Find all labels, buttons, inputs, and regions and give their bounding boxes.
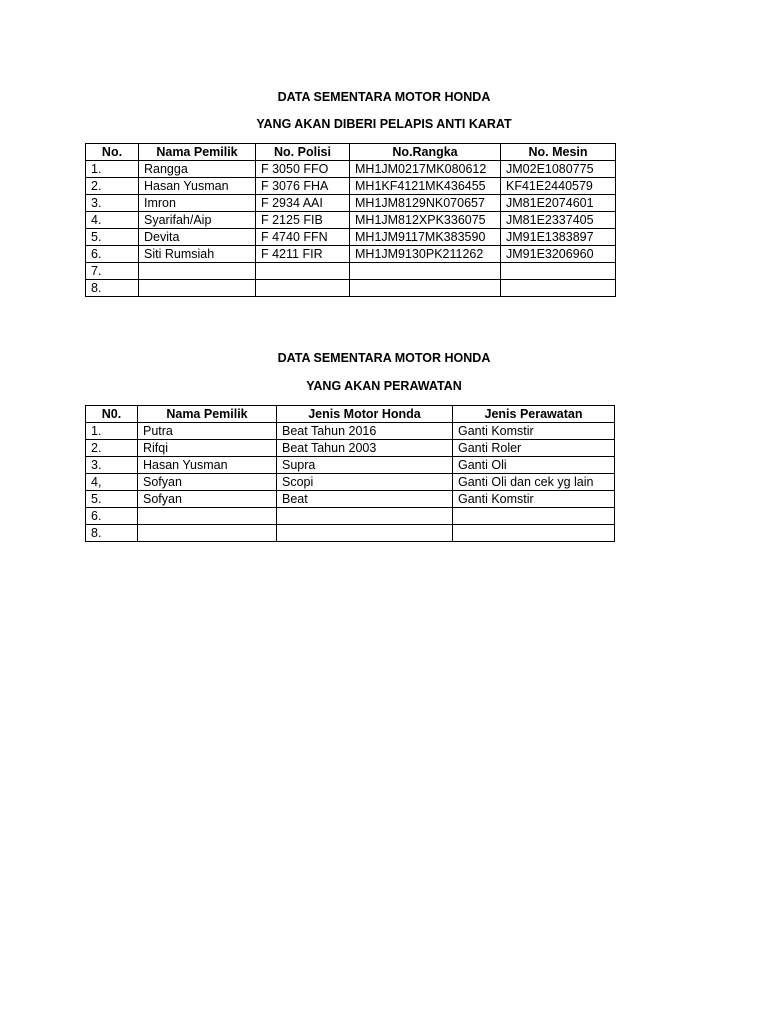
column-header: Nama Pemilik xyxy=(139,144,256,161)
table-header-row xyxy=(86,406,615,423)
table-row xyxy=(86,457,615,474)
table-cell: JM91E3206960 xyxy=(501,246,616,263)
table-cell: Devita xyxy=(139,229,256,246)
table-cell xyxy=(350,280,501,297)
table-cell: 5. xyxy=(86,491,138,508)
table-cell xyxy=(139,280,256,297)
table-cell xyxy=(256,280,350,297)
table-cell: Sofyan xyxy=(138,474,277,491)
table-cell xyxy=(139,263,256,280)
table-cell: 4. xyxy=(86,212,139,229)
table-cell: Sofyan xyxy=(138,491,277,508)
table-row xyxy=(86,474,615,491)
table-cell xyxy=(453,508,615,525)
column-header: No. Polisi xyxy=(256,144,350,161)
table-row xyxy=(86,229,616,246)
table-row xyxy=(86,491,615,508)
table-cell: 2. xyxy=(86,178,139,195)
table-cell: F 4211 FIR xyxy=(256,246,350,263)
table-cell: Ganti Komstir xyxy=(453,423,615,440)
table-cell: 2. xyxy=(86,440,138,457)
table-row xyxy=(86,195,616,212)
column-header: No.Rangka xyxy=(350,144,501,161)
table-cell: Supra xyxy=(277,457,453,474)
column-header: Jenis Perawatan xyxy=(453,406,615,423)
table-cell: Rangga xyxy=(139,161,256,178)
table-cell: MH1JM9117MK383590 xyxy=(350,229,501,246)
table-cell: Siti Rumsiah xyxy=(139,246,256,263)
table-row xyxy=(86,161,616,178)
table-cell: Syarifah/Aip xyxy=(139,212,256,229)
table-cell: F 4740 FFN xyxy=(256,229,350,246)
maintenance-table xyxy=(85,405,615,542)
table-cell: JM81E2074601 xyxy=(501,195,616,212)
table-cell: 6. xyxy=(86,508,138,525)
table-cell xyxy=(138,525,277,542)
table-cell: Scopi xyxy=(277,474,453,491)
table-row xyxy=(86,525,615,542)
column-header: No. Mesin xyxy=(501,144,616,161)
table-cell: MH1KF4121MK436455 xyxy=(350,178,501,195)
table-cell xyxy=(138,508,277,525)
table-cell: MH1JM8129NK070657 xyxy=(350,195,501,212)
table-cell: 7. xyxy=(86,263,139,280)
table-row xyxy=(86,440,615,457)
table-cell: Imron xyxy=(139,195,256,212)
table-cell: 1. xyxy=(86,423,138,440)
table-cell: KF41E2440579 xyxy=(501,178,616,195)
table-cell: Ganti Komstir xyxy=(453,491,615,508)
table-cell: 5. xyxy=(86,229,139,246)
table-cell: Ganti Oli dan cek yg lain xyxy=(453,474,615,491)
table-row xyxy=(86,212,616,229)
table-cell: Putra xyxy=(138,423,277,440)
column-header: Jenis Motor Honda xyxy=(277,406,453,423)
table-cell: MH1JM9130PK211262 xyxy=(350,246,501,263)
section2-subtitle: YANG AKAN PERAWATAN xyxy=(306,379,462,393)
column-header: N0. xyxy=(86,406,138,423)
table-cell xyxy=(453,525,615,542)
table-cell xyxy=(501,263,616,280)
table-cell: Hasan Yusman xyxy=(138,457,277,474)
table-cell: Beat xyxy=(277,491,453,508)
table-cell: 6. xyxy=(86,246,139,263)
table-cell: JM81E2337405 xyxy=(501,212,616,229)
table-cell: 8. xyxy=(86,525,138,542)
table-cell: JM02E1080775 xyxy=(501,161,616,178)
table-cell: F 3050 FFO xyxy=(256,161,350,178)
table-cell xyxy=(350,263,501,280)
table-cell xyxy=(277,525,453,542)
table-cell: Ganti Roler xyxy=(453,440,615,457)
table-cell: Beat Tahun 2016 xyxy=(277,423,453,440)
table-cell: 1. xyxy=(86,161,139,178)
table-cell: Ganti Oli xyxy=(453,457,615,474)
table-cell: 3. xyxy=(86,457,138,474)
section1-subtitle: YANG AKAN DIBERI PELAPIS ANTI KARAT xyxy=(256,117,512,131)
column-header: Nama Pemilik xyxy=(138,406,277,423)
section2-title: DATA SEMENTARA MOTOR HONDA xyxy=(277,351,491,365)
table-row xyxy=(86,246,616,263)
table-cell: 4, xyxy=(86,474,138,491)
table-cell: F 2934 AAI xyxy=(256,195,350,212)
table-cell: Hasan Yusman xyxy=(139,178,256,195)
table-cell xyxy=(501,280,616,297)
table-header-row xyxy=(86,144,616,161)
table-cell: MH1JM812XPK336075 xyxy=(350,212,501,229)
table-cell: Beat Tahun 2003 xyxy=(277,440,453,457)
section1-title: DATA SEMENTARA MOTOR HONDA xyxy=(277,90,491,104)
table-row xyxy=(86,280,616,297)
table-row xyxy=(86,423,615,440)
table-cell: F 3076 FHA xyxy=(256,178,350,195)
table-cell xyxy=(277,508,453,525)
table-cell: Rifqi xyxy=(138,440,277,457)
table-cell: 3. xyxy=(86,195,139,212)
column-header: No. xyxy=(86,144,139,161)
table-cell: MH1JM0217MK080612 xyxy=(350,161,501,178)
table-cell: 8. xyxy=(86,280,139,297)
table-cell xyxy=(256,263,350,280)
table-row xyxy=(86,263,616,280)
table-row xyxy=(86,508,615,525)
table-cell: JM91E1383897 xyxy=(501,229,616,246)
table-cell: F 2125 FIB xyxy=(256,212,350,229)
table-row xyxy=(86,178,616,195)
anti-rust-table xyxy=(85,143,616,297)
